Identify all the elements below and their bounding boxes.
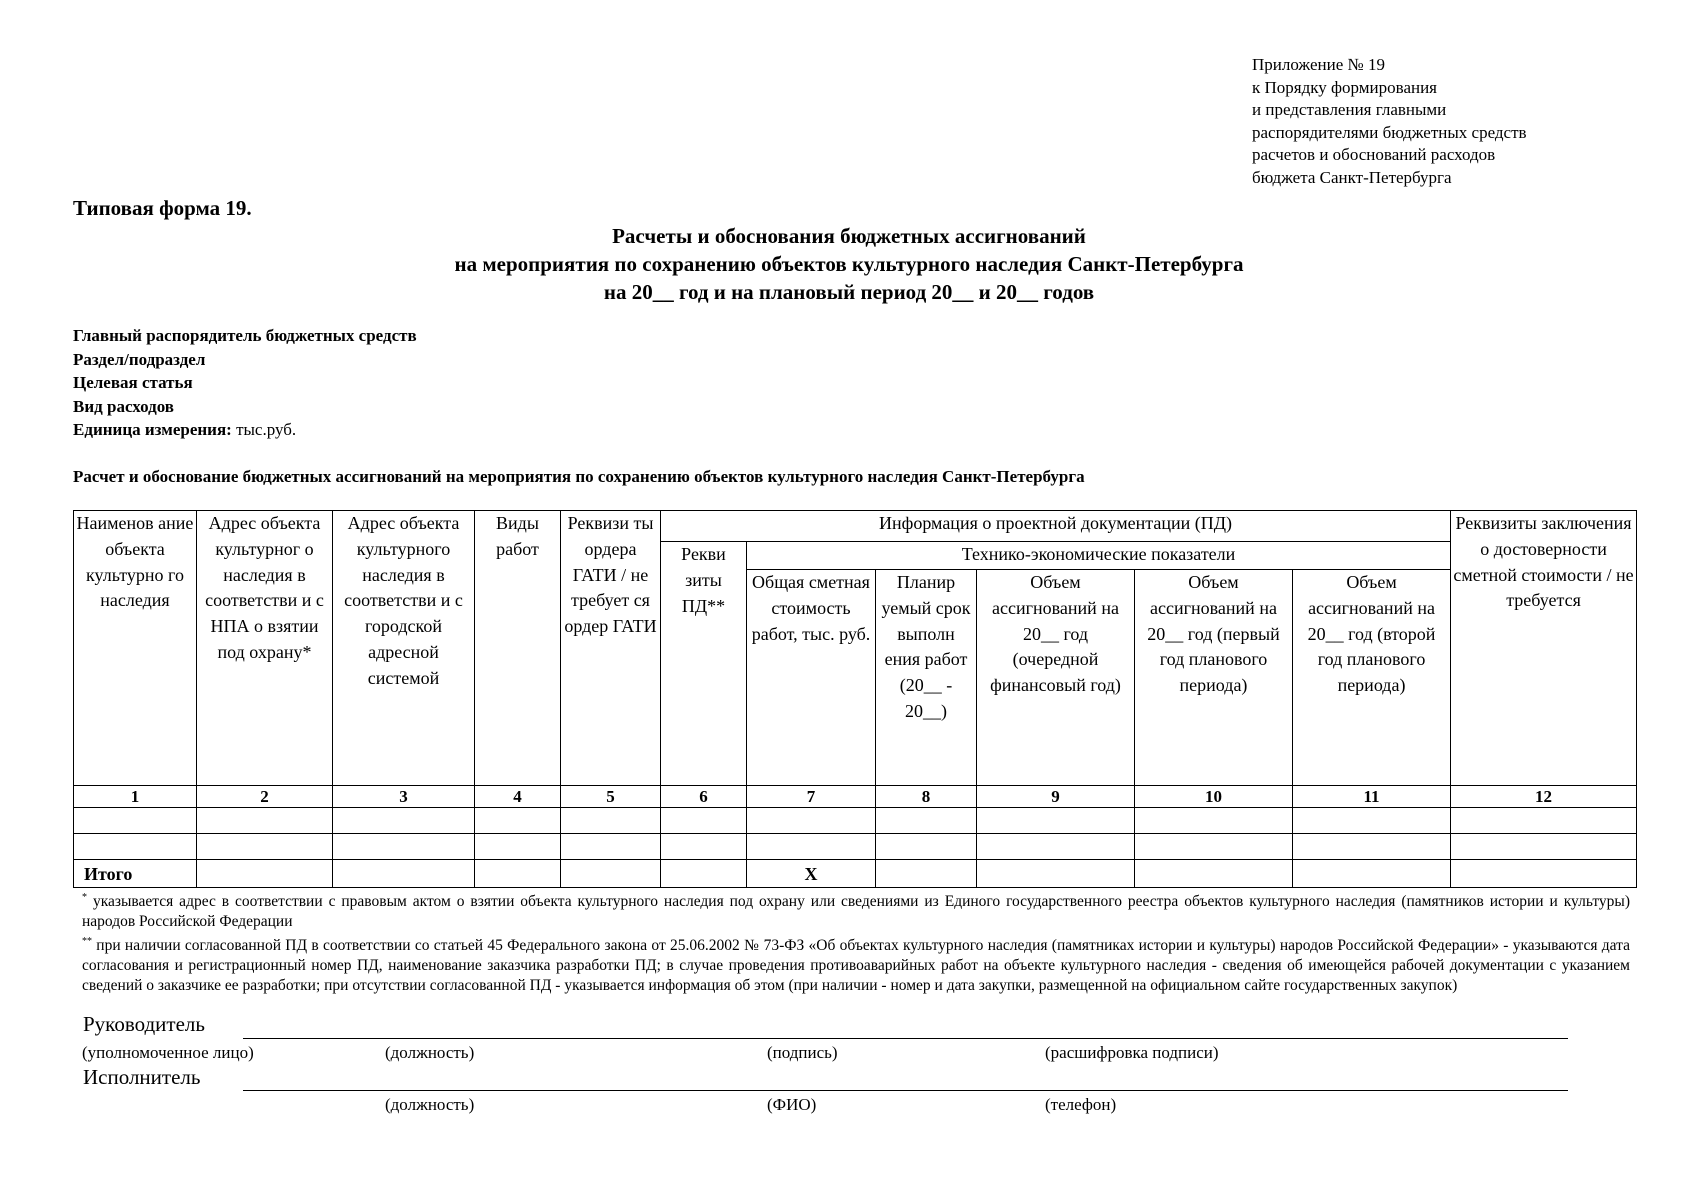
table-cell[interactable] xyxy=(197,860,333,888)
table-cell[interactable] xyxy=(1135,808,1293,834)
executor-signature-line[interactable] xyxy=(243,1090,1568,1091)
field-section: Раздел/подраздел xyxy=(73,349,206,369)
table-cell[interactable] xyxy=(74,808,197,834)
column-number: 6 xyxy=(661,786,747,808)
footnotes xyxy=(82,888,1630,996)
footnote-2-mark: ** xyxy=(82,936,92,948)
table-caption: Расчет и обоснование бюджетных ассигнований на мероприятия по сохранению объектов культурного наследия Санкт-Петербурга xyxy=(73,467,1085,486)
table-cell[interactable] xyxy=(561,860,661,888)
table-cell[interactable] xyxy=(661,808,747,834)
header-planned-term: Планир уемый срок выполн ения работ (20__ - 20__) xyxy=(876,570,977,786)
header-address-city: Адрес объекта культурного наследия в соответстви и с городской адресной системой xyxy=(333,511,475,786)
head-signature-line[interactable] xyxy=(243,1038,1568,1039)
appendix-line: к Порядку формирования xyxy=(1252,77,1437,97)
title-line-1: Расчеты и обоснования бюджетных ассигнований xyxy=(612,224,1086,248)
signature-caption: (подпись) xyxy=(767,1043,838,1062)
table-cell[interactable] xyxy=(74,834,197,860)
table-cell[interactable] xyxy=(661,834,747,860)
table-cell[interactable] xyxy=(876,834,977,860)
document-title xyxy=(0,222,1698,306)
table-cell[interactable] xyxy=(333,860,475,888)
column-number: 8 xyxy=(876,786,977,808)
table-row xyxy=(74,834,1637,860)
column-number: 1 xyxy=(74,786,197,808)
table-cell[interactable] xyxy=(977,834,1135,860)
title-line-2: на мероприятия по сохранению объектов культурного наследия Санкт-Петербурга xyxy=(454,252,1244,276)
column-number: 9 xyxy=(977,786,1135,808)
column-number: 10 xyxy=(1135,786,1293,808)
table-cell[interactable] xyxy=(475,834,561,860)
field-unit-value: тыс.руб. xyxy=(231,420,297,439)
position-caption: (должность) xyxy=(385,1043,475,1062)
phone-caption: (телефон) xyxy=(1045,1095,1117,1114)
appendix-line: распорядителями бюджетных средств xyxy=(1252,122,1527,142)
column-number: 12 xyxy=(1451,786,1637,808)
footnote-1 xyxy=(82,888,1630,932)
field-chief-manager: Главный распорядитель бюджетных средств xyxy=(73,326,417,345)
header-work-types: Виды работ xyxy=(475,511,561,786)
header-row-1 xyxy=(74,511,1637,542)
table-cell[interactable] xyxy=(1451,860,1637,888)
field-unit-label: Единица измерения: xyxy=(73,420,232,439)
table-cell[interactable] xyxy=(876,808,977,834)
head-label: Руководитель xyxy=(83,1012,205,1036)
executor-label: Исполнитель xyxy=(83,1065,201,1089)
header-pd-info: Информация о проектной документации (ПД) xyxy=(661,511,1451,542)
position-caption-2: (должность) xyxy=(385,1095,475,1114)
appendix-line: расчетов и обоснований расходов xyxy=(1252,145,1496,164)
footnote-1-mark: * xyxy=(82,892,87,903)
column-number: 11 xyxy=(1293,786,1451,808)
total-row xyxy=(74,860,1637,888)
table-cell[interactable] xyxy=(747,808,876,834)
table-cell[interactable] xyxy=(1293,860,1451,888)
appendix-line: Приложение № 19 xyxy=(1252,55,1385,74)
calculation-table xyxy=(73,510,1637,888)
column-number: 4 xyxy=(475,786,561,808)
appendix-line: бюджета Санкт-Петербурга xyxy=(1252,167,1452,187)
header-gati-order: Реквизи ты ордера ГАТИ / не требует ся ордер ГАТИ xyxy=(561,511,661,786)
column-number: 2 xyxy=(197,786,333,808)
header-address-npa: Адрес объекта культурног о наследия в соответстви и с НПА о взятии под охрану* xyxy=(197,511,333,786)
field-target-article: Целевая статья xyxy=(73,373,193,392)
header-pd-requisites: Рекви зиты ПД** xyxy=(661,542,747,786)
table-cell[interactable] xyxy=(977,808,1135,834)
table-cell[interactable] xyxy=(197,808,333,834)
decoding-caption: (расшифровка подписи) xyxy=(1045,1043,1219,1062)
table-cell[interactable] xyxy=(661,860,747,888)
header-fields xyxy=(73,324,417,442)
column-number: 5 xyxy=(561,786,661,808)
total-cost-mark: Х xyxy=(747,860,876,888)
footnote-2 xyxy=(82,932,1630,996)
appendix-note xyxy=(1252,54,1527,189)
table-cell[interactable] xyxy=(1293,808,1451,834)
table-cell[interactable] xyxy=(561,834,661,860)
head-sub-caption: (уполномоченное лицо) xyxy=(82,1043,254,1062)
table-cell[interactable] xyxy=(197,834,333,860)
total-label: Итого xyxy=(74,860,197,888)
table-cell[interactable] xyxy=(1451,808,1637,834)
header-alloc-current: Объем ассигнований на 20__ год (очередной финансовый год) xyxy=(977,570,1135,786)
column-number: 7 xyxy=(747,786,876,808)
fio-caption: (ФИО) xyxy=(767,1095,817,1114)
form-number: Типовая форма 19. xyxy=(73,196,252,220)
appendix-line: и представления главными xyxy=(1252,100,1447,119)
field-unit xyxy=(73,418,417,442)
footnote-1-text: указывается адрес в соответствии с правовым актом о взятии объекта культурного наследия под охрану или сведениями из Единого государственного реестра объектов культурного наследия (памятников истории и культуры) народов Российской Федерации xyxy=(82,893,1630,931)
title-line-3: на 20__ год и на плановый период 20__ и 20__ годов xyxy=(603,280,1095,304)
table-cell[interactable] xyxy=(475,860,561,888)
table-cell[interactable] xyxy=(1451,834,1637,860)
column-number: 3 xyxy=(333,786,475,808)
table-cell[interactable] xyxy=(1293,834,1451,860)
header-alloc-second: Объем ассигнований на 20__ год (второй год планового периода) xyxy=(1293,570,1451,786)
header-conclusion: Реквизиты заключения о достоверности сметной стоимости / не требуется xyxy=(1451,511,1637,786)
table-cell[interactable] xyxy=(1135,834,1293,860)
header-object-name: Наименов ание объекта культурно го наследия xyxy=(74,511,197,786)
header-tech-indicators: Технико-экономические показатели xyxy=(747,542,1451,570)
header-alloc-first: Объем ассигнований на 20__ год (первый год планового периода) xyxy=(1135,570,1293,786)
field-expense-type: Вид расходов xyxy=(73,396,174,416)
footnote-2-text: при наличии согласованной ПД в соответствии со статьей 45 Федерального закона от 25.06.2002 № 73-ФЗ «Об объектах культурного наследия (памятниках истории и культуры) народов Российской Федерации» - указываются дата согласования и регистрационный номер ПД, наименование заказчика разработки ПД; в случае проведения противоаварийных работ на объекте культурного наследия - сведения об имеющейся рабочей документации с указанием сведений о заказчике ее разработки; при отсутствии согласованной ПД - указывается информация об этом (при наличии - номер и дата закупки, размещенной на официальном сайте государственных закупок) xyxy=(82,937,1630,995)
table-cell[interactable] xyxy=(475,808,561,834)
table-cell[interactable] xyxy=(977,860,1135,888)
table-cell[interactable] xyxy=(1135,860,1293,888)
table-cell[interactable] xyxy=(876,860,977,888)
table-cell[interactable] xyxy=(747,834,876,860)
table-cell[interactable] xyxy=(561,808,661,834)
table-cell[interactable] xyxy=(333,808,475,834)
table-row xyxy=(74,808,1637,834)
header-total-cost: Общая сметная стоимость работ, тыс. руб. xyxy=(747,570,876,786)
column-numbers-row xyxy=(74,786,1637,808)
table-cell[interactable] xyxy=(333,834,475,860)
